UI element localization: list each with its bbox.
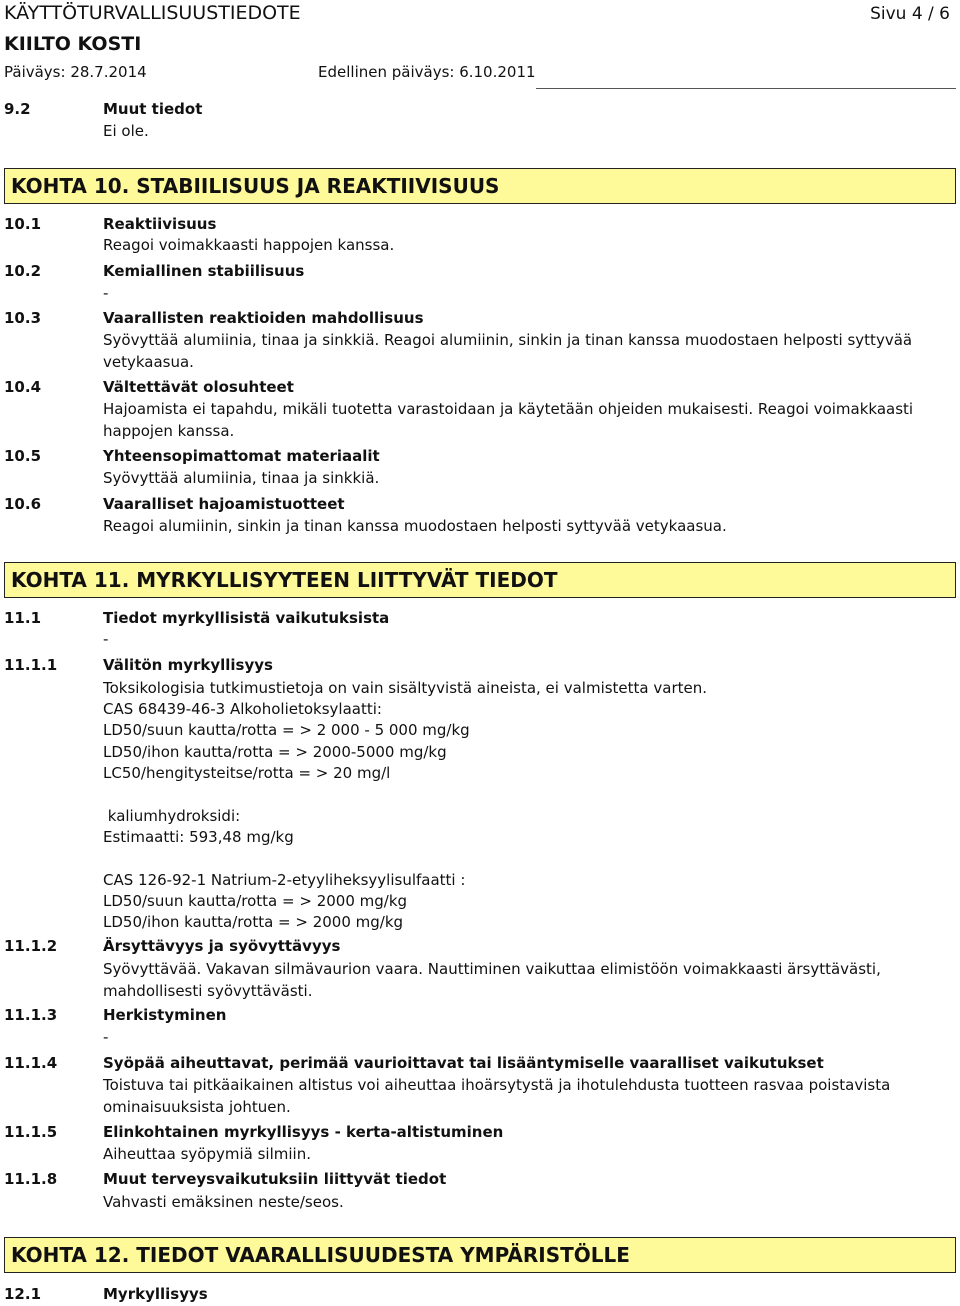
item-title: Tiedot myrkyllisistä vaikutuksista xyxy=(103,609,390,627)
item-title: Elinkohtainen myrkyllisyys - kerta-altistuminen xyxy=(103,1123,504,1141)
item-number: 10.2 xyxy=(4,262,42,280)
item-title: Herkistyminen xyxy=(103,1006,227,1024)
item-title: Ärsyttävyys ja syövyttävyys xyxy=(103,937,341,955)
previous-date: Edellinen päiväys: 6.10.2011 xyxy=(318,63,536,81)
item-number: 10.6 xyxy=(4,495,42,513)
item-number: 10.3 xyxy=(4,309,42,327)
item-text: Syövyttää alumiinia, tinaa ja sinkkiä. Reagoi alumiinin, sinkin ja tinan kanssa muodostaen helposti syttyvää vetykaasua. xyxy=(103,331,913,371)
section-heading-11: KOHTA 11. MYRKYLLISYYTEEN LIITTYVÄT TIEDOT xyxy=(4,562,956,598)
item-number: 11.1.3 xyxy=(4,1006,58,1024)
item-title: Välitön myrkyllisyys xyxy=(103,656,273,674)
item-text: Reagoi alumiinin, sinkin ja tinan kanssa muodostaen helposti syttyvää vetykaasua. xyxy=(103,517,727,535)
document-title: KÄYTTÖTURVALLISUUSTIEDOTE xyxy=(4,2,301,24)
issue-date: Päiväys: 28.7.2014 xyxy=(4,63,147,81)
item-text: LD50/ihon kautta/rotta = > 2000 mg/kg xyxy=(103,913,404,931)
item-number: 12.1 xyxy=(4,1285,42,1303)
item-text: - xyxy=(103,284,109,302)
item-number: 11.1.5 xyxy=(4,1123,58,1141)
item-number: 9.2 xyxy=(4,100,31,118)
item-number: 11.1.1 xyxy=(4,656,58,674)
item-text: Toistuva tai pitkäaikainen altistus voi aiheuttaa ihoärsytystä ja ihotulehdusta tuotteen rasvaa poistavista ominaisuuksista johtuen. xyxy=(103,1076,891,1116)
item-text: - xyxy=(103,1028,109,1046)
item-number: 10.4 xyxy=(4,378,42,396)
item-text: LD50/suun kautta/rotta = > 2 000 - 5 000 mg/kg xyxy=(103,721,470,739)
item-number: 11.1 xyxy=(4,609,42,627)
item-title: Myrkyllisyys xyxy=(103,1285,208,1303)
item-title: Vältettävät olosuhteet xyxy=(103,378,294,396)
item-text: Syövyttää alumiinia, tinaa ja sinkkiä. xyxy=(103,469,380,487)
item-number: 11.1.8 xyxy=(4,1170,58,1188)
page-number: Sivu 4 / 6 xyxy=(870,4,950,24)
item-title: Reaktiivisuus xyxy=(103,215,217,233)
item-text: LD50/suun kautta/rotta = > 2000 mg/kg xyxy=(103,892,408,910)
item-text: - xyxy=(103,630,109,648)
item-text: Vahvasti emäksinen neste/seos. xyxy=(103,1193,344,1211)
item-text: Aiheuttaa syöpymiä silmiin. xyxy=(103,1145,311,1163)
item-text: Ei ole. xyxy=(103,122,149,140)
item-title: Muut tiedot xyxy=(103,100,203,118)
product-name: KIILTO KOSTI xyxy=(4,33,142,55)
item-text: LC50/hengitysteitse/rotta = > 20 mg/l xyxy=(103,764,391,782)
item-text: CAS 126-92-1 Natrium-2-etyyliheksyylisulfaatti : xyxy=(103,871,466,889)
header-divider xyxy=(536,88,956,89)
item-text: Estimaatti: 593,48 mg/kg xyxy=(103,828,294,846)
item-text: Reagoi voimakkaasti happojen kanssa. xyxy=(103,236,395,254)
item-text: Syövyttävää. Vakavan silmävaurion vaara. Nauttiminen vaikuttaa elimistöön voimakkaasti ärsyttävästi, mahdollisesti syövyttävästi. xyxy=(103,960,881,1000)
item-title: Muut terveysvaikutuksiin liittyvät tiedot xyxy=(103,1170,447,1188)
item-title: Kemiallinen stabiilisuus xyxy=(103,262,305,280)
item-number: 10.1 xyxy=(4,215,42,233)
item-text: Toksikologisia tutkimustietoja on vain sisältyvistä aineista, ei valmistetta varten. xyxy=(103,679,707,697)
item-text: kaliumhydroksidi: xyxy=(103,807,241,825)
item-text: LD50/ihon kautta/rotta = > 2000-5000 mg/kg xyxy=(103,743,447,761)
item-number: 11.1.4 xyxy=(4,1054,58,1072)
section-heading-12: KOHTA 12. TIEDOT VAARALLISUUDESTA YMPÄRISTÖLLE xyxy=(4,1237,956,1273)
item-title: Syöpää aiheuttavat, perimää vaurioittavat tai lisääntymiselle vaaralliset vaikutukset xyxy=(103,1054,824,1072)
section-heading-10: KOHTA 10. STABIILISUUS JA REAKTIIVISUUS xyxy=(4,168,956,204)
item-title: Vaaralliset hajoamistuotteet xyxy=(103,495,345,513)
item-title: Yhteensopimattomat materiaalit xyxy=(103,447,380,465)
item-text: Hajoamista ei tapahdu, mikäli tuotetta varastoidaan ja käytetään ohjeiden mukaisesti. Reagoi voimakkaasti happojen kanssa. xyxy=(103,400,914,440)
item-number: 10.5 xyxy=(4,447,42,465)
item-number: 11.1.2 xyxy=(4,937,58,955)
item-title: Vaarallisten reaktioiden mahdollisuus xyxy=(103,309,424,327)
item-text: CAS 68439-46-3 Alkoholietoksylaatti: xyxy=(103,700,382,718)
